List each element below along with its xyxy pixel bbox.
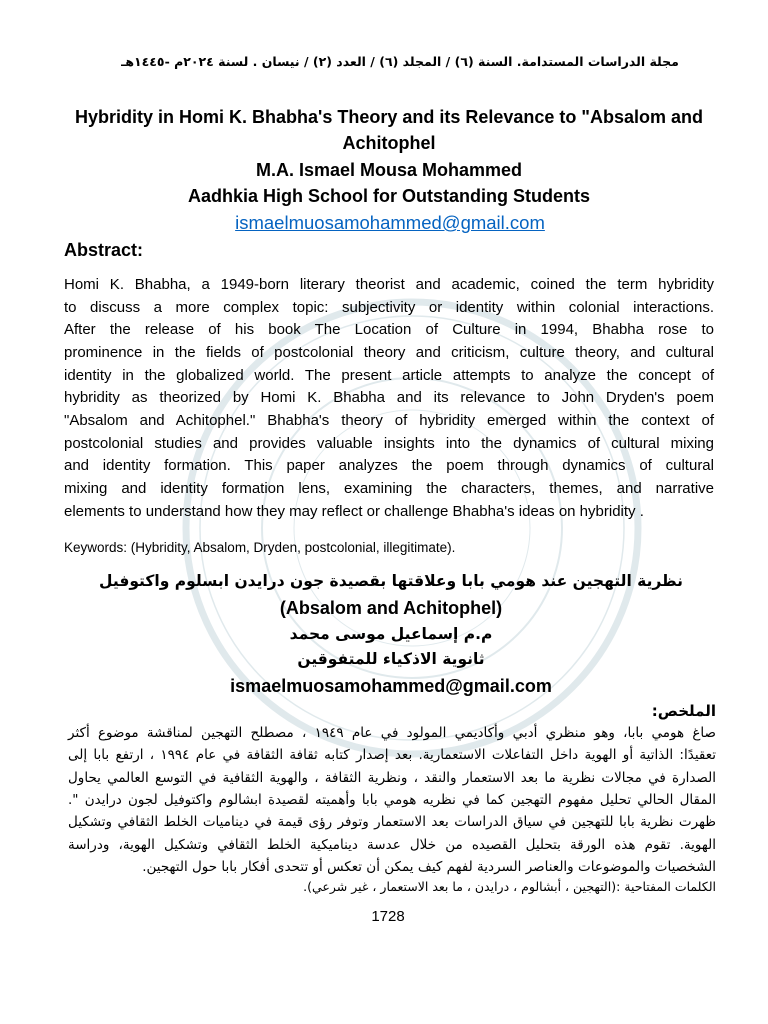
arabic-abstract-line: المقال الحالي تحليل مفهوم التهجين كما في نظريه هومي بابا وأهميته لقصيدة ابشالوم واكتوفيل لجون درايدن ". <box>68 792 716 809</box>
arabic-abstract-line: الهوية. تقوم هذه الورقة بتحليل القصيده من خلال عدسة ديناميكية الخلط الثقافي وتشكيل الهوية، ودراسة <box>68 836 716 853</box>
author-email-row <box>44 210 736 236</box>
abstract-heading: Abstract: <box>64 240 144 260</box>
article-title <box>44 104 734 156</box>
arabic-author-email: ismaelmuosamohammed@gmail.com <box>230 676 552 696</box>
arabic-abstract-line: الصدارة في مجالات نظرية ما بعد الاستعمار والنقد ، ونظرية الثقافة ، والهوية الثقافية في التوسع العالمي يحاول <box>68 769 716 786</box>
abstract-line: After the release of his book The Location of Culture in 1994, Bhabha rose to <box>64 321 714 339</box>
arabic-title-english-subtitle: (Absalom and Achitophel) <box>279 598 503 618</box>
author-affiliation: Aadhkia High School for Outstanding Students <box>187 186 590 206</box>
article-title-line: Achitophel <box>342 133 436 153</box>
author-email-link[interactable]: ismaelmuosamohammed@gmail.com <box>235 212 545 233</box>
arabic-article-title: نظرية التهجين عند هومي بابا وعلاقتها بقصيدة جون درايدن ابسلوم واكتوفيل <box>99 572 683 590</box>
arabic-abstract-line: الشخصيات والموضوعات والعناصر السردية لفهم كيف يمكن أن تعكس أو تتحدى أفكار بابا حول التهجين. <box>142 859 716 876</box>
keywords-english: Keywords: (Hybridity, Absalom, Dryden, postcolonial, illegitimate). <box>64 540 456 555</box>
abstract-line: identity in the globalized world. The present article attempts to analyze the concept of <box>64 366 714 384</box>
page-number: 1728 <box>371 908 405 925</box>
arabic-abstract-paragraph <box>68 722 716 878</box>
author-name: M.A. Ismael Mousa Mohammed <box>255 160 523 180</box>
abstract-paragraph <box>64 274 714 523</box>
arabic-abstract-heading: الملخص: <box>651 702 716 720</box>
abstract-line: "Absalom and Achitophel." Bhabha's theory of hybridity emerged within the context of <box>64 411 714 429</box>
abstract-line: mixing and identity formation lens, examining the characters, themes, and narrative <box>64 479 714 497</box>
arabic-abstract-line: تعقيدًا: الذاتية أو الهوية داخل التفاعلات الاستعمارية. بعد إصدار كتابه ثقافة الثقافة في عام ١٩٩٤ ، ارتفع بابا إلى <box>68 747 716 764</box>
journal-header-line: مجلة الدراسات المستدامة. السنة (٦) / المجلد (٦) / العدد (٢) / نيسان . لسنة ٢٠٢٤م -١٤٤٥هـ <box>121 54 679 69</box>
arabic-author-affiliation: ثانوية الاذكياء للمتفوقين <box>297 650 485 668</box>
abstract-line: to discuss a more complex topic: subjectivity or identity within colonial interactions. <box>64 298 714 316</box>
arabic-author-name: م.م إسماعيل موسى محمد <box>289 625 493 643</box>
arabic-abstract-line: صاغ هومي بابا، وهو منظري أدبي وأكاديمي المولود في عام ١٩٤٩ ، مصطلح التهجين لمناقشة موضوع أكثر <box>68 725 717 741</box>
article-title-line: Hybridity in Homi K. Bhabha's Theory and its Relevance to "Absalom and <box>75 107 703 127</box>
abstract-line: hybridity as theorized by Homi K. Bhabha and its relevance to John Dryden's poem <box>64 389 714 407</box>
abstract-line: prominence in the fields of postcolonial theory and criticism, culture theory, and cultural <box>64 343 714 361</box>
abstract-line: and identity formation. This paper analyzes the poem through dynamics of cultural <box>64 457 714 475</box>
abstract-line: elements to understand how they may reflect or challenge Bhabha's ideas on hybridity . <box>64 502 644 520</box>
abstract-line: Homi K. Bhabha, a 1949-born literary theorist and academic, coined the term hybridity <box>64 276 714 293</box>
abstract-line: postcolonial studies and provides valuable insights into the dynamics of cultural mixing <box>64 434 714 452</box>
keywords-arabic: الكلمات المفتاحية :(التهجين ، أبشالوم ، درايدن ، ما بعد الاستعمار ، غير شرعي). <box>303 879 716 894</box>
arabic-abstract-line: ظهرت نظرية بابا للتهجين في سياق الدراسات بعد الاستعمار وتوفر رؤى قيمة في ديناميات الخلط الثقافي وتشكيل <box>68 814 716 831</box>
